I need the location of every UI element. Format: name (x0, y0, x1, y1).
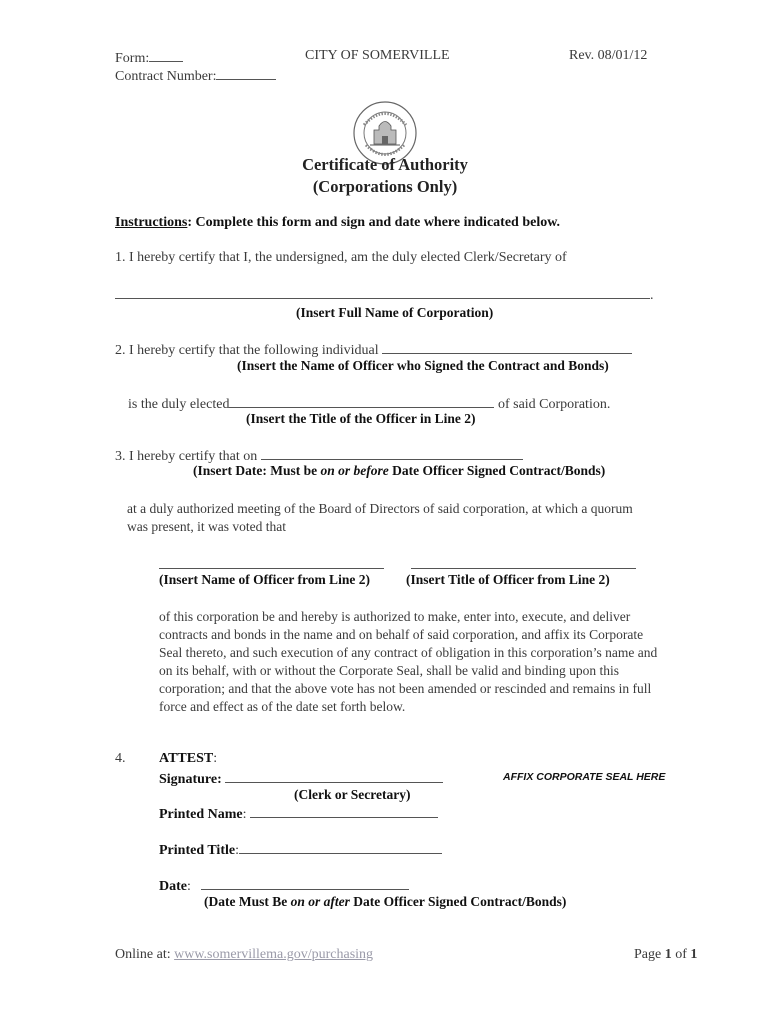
city-name: CITY OF SOMERVILLE (305, 48, 450, 63)
document-title: Certificate of Authority (302, 155, 468, 174)
printed-title-row: Printed Title: (159, 840, 442, 859)
authorized-name-caption: (Insert Name of Officer from Line 2) (159, 572, 370, 587)
corporation-name-row (115, 285, 654, 304)
printed-name-field[interactable] (250, 804, 438, 818)
instructions-label: Instructions (115, 215, 188, 230)
contract-number-field[interactable] (216, 66, 276, 80)
page-number: Page 1 of 1 (634, 947, 698, 962)
signature-label: Signature: (159, 772, 222, 787)
printed-title-label: Printed Title (159, 843, 236, 858)
attest-heading: ATTEST: (159, 751, 218, 766)
date-field[interactable] (201, 876, 409, 890)
elected-prefix: is the duly elected (128, 397, 230, 412)
meeting-date-caption: (Insert Date: Must be on or before Date Officer Signed Contract/Bonds) (193, 463, 606, 478)
date-label: Date (159, 879, 187, 894)
item2-text: 2. I hereby certify that the following individual (115, 343, 379, 358)
item1-period: . (650, 288, 654, 303)
item4-number: 4. (115, 751, 126, 766)
form-label: Form: (115, 51, 150, 66)
resolution-body: of this corporation be and hereby is authorized to make, enter into, execute, and deliver contracts and bonds in the name and on behalf of said corporation, and affix its Corporate Seal thereto, and such execution of any contract of obligation in this corporation’s name and on its behalf, with or without the Corporate Seal, shall be valid and binding upon this corporation; and that the above vote has not been amended or rescinded and remains in full force and effect as of the date set forth below. (159, 609, 658, 714)
online-label: Online at: (115, 947, 175, 962)
contract-number-row (115, 66, 276, 85)
date-caption: (Date Must Be on or after Date Officer Signed Contract/Bonds) (204, 894, 567, 909)
meeting-text: at a duly authorized meeting of the Board of Directors of said corporation, at which a quorum was present, it was voted that (127, 501, 633, 534)
instructions-row (115, 215, 560, 231)
contract-number-label: Contract Number: (115, 69, 217, 84)
signature-caption: (Clerk or Secretary) (294, 787, 411, 802)
footer-online (115, 947, 373, 963)
instructions-text: : Complete this form and sign and date where indicated below. (187, 215, 561, 230)
officer-title-caption: (Insert the Title of the Officer in Line 2) (246, 411, 476, 426)
signature-row (159, 769, 443, 788)
meeting-date-field[interactable] (261, 446, 523, 460)
item3-text: 3. I hereby certify that on (115, 449, 258, 464)
revision-date: Rev. 08/01/12 (569, 48, 648, 63)
purchasing-link[interactable]: www.somervillema.gov/purchasing (174, 947, 374, 962)
item1-text: 1. I hereby certify that I, the undersigned, am the duly elected Clerk/Secretary of (115, 250, 567, 265)
form-label-row (115, 48, 183, 67)
officer-title-field[interactable] (229, 394, 494, 408)
signature-field[interactable] (225, 769, 443, 783)
elected-suffix: of said Corporation. (497, 397, 611, 412)
document-subtitle: (Corporations Only) (312, 177, 458, 196)
officer-name-field[interactable] (382, 340, 632, 354)
form-number-field[interactable] (149, 48, 183, 62)
affix-seal-note: AFFIX CORPORATE SEAL HERE (503, 771, 666, 783)
officer-name-caption: (Insert the Name of Officer who Signed the Contract and Bonds) (237, 358, 609, 373)
date-row: Date: (159, 876, 409, 895)
authorized-title-caption: (Insert Title of Officer from Line 2) (406, 572, 610, 587)
corporation-name-field[interactable] (115, 285, 650, 299)
printed-name-label: Printed Name (159, 807, 243, 822)
corporation-name-caption: (Insert Full Name of Corporation) (296, 305, 494, 320)
item2-row (115, 340, 632, 359)
printed-title-field[interactable] (239, 840, 442, 854)
printed-name-row: Printed Name: (159, 804, 438, 823)
